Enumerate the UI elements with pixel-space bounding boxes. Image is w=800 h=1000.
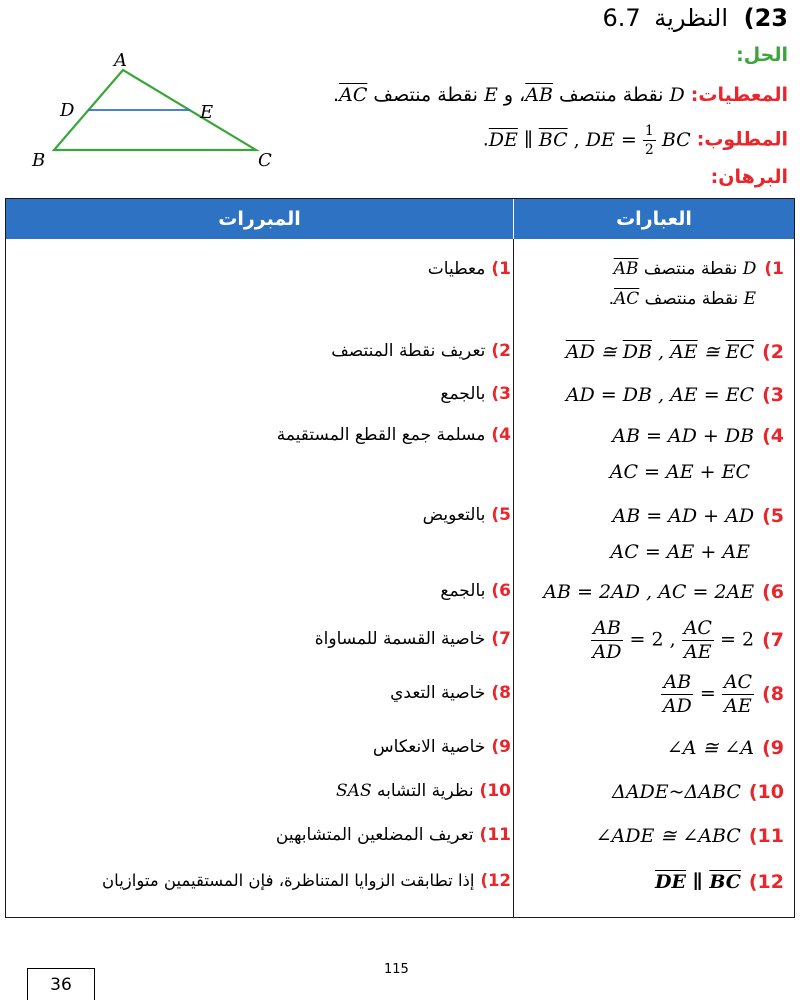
- segment: $\overline{DB}$: [622, 341, 652, 363]
- row-number: 10): [748, 781, 784, 803]
- reason-text: معطيات: [427, 259, 486, 279]
- reason-cell: [315, 629, 511, 649]
- required-label: المطلوب:: [696, 128, 788, 151]
- theorem-number: 6.7: [602, 4, 641, 32]
- page-number: 115: [384, 962, 409, 977]
- required-end: .: [482, 128, 489, 151]
- fraction-ab-ad: [661, 673, 694, 716]
- statement-text: نقطة منتصف: [643, 259, 738, 279]
- given-d: D: [669, 84, 685, 106]
- row-number: 11): [748, 825, 784, 847]
- row-number: 6): [762, 581, 784, 603]
- given-ac: $\overline{AC}$: [339, 84, 368, 106]
- statement-eq: AB = AD + AD: [612, 505, 755, 527]
- statement-cell: [667, 737, 784, 759]
- row-number: 3): [491, 384, 511, 404]
- statement-eq: AB = AD + DB: [612, 425, 755, 447]
- header-reasons: المبررات: [218, 208, 301, 230]
- statement-eq: $\frac{AB}{AD}$ = 2 , $\frac{AC}{AE}$ = 2: [592, 617, 755, 663]
- required-de-segment: $\overline{DE}$: [488, 128, 518, 151]
- given-line: [333, 84, 788, 106]
- vertex-d-label: D: [60, 100, 75, 121]
- row-number: 11): [479, 825, 511, 845]
- statement-eq: $\frac{AB}{AD}$ = $\frac{AC}{AE}$: [662, 671, 753, 717]
- fraction-ac-ae: [682, 619, 714, 662]
- statement-eq: ∠A ≅ ∠A: [666, 737, 755, 759]
- row-number: 9): [491, 737, 511, 757]
- vertex-a-label: A: [114, 50, 127, 71]
- column-divider: [513, 239, 514, 917]
- statement-segment: $\overline{AC}$: [613, 289, 640, 309]
- triangle-figure: [28, 48, 288, 178]
- exercise-heading: [602, 4, 788, 32]
- row-number: 5): [491, 505, 511, 525]
- reason-cell: [440, 581, 511, 601]
- required-statement: [488, 123, 691, 158]
- statement-cell: [596, 825, 784, 847]
- frac-numerator: AC: [723, 671, 753, 693]
- reason-text: خاصية التعدي: [390, 683, 486, 703]
- reason-cell: [331, 341, 511, 361]
- segment-bc: $\overline{BC}$: [709, 871, 741, 893]
- required-fraction: [643, 124, 656, 157]
- reason-cell: [423, 505, 511, 525]
- table-header: [6, 199, 794, 239]
- row-number: 10): [479, 781, 511, 801]
- frac-denominator: AD: [662, 695, 692, 717]
- solution-label: الحل:: [736, 44, 788, 66]
- theorem-title: النظرية: [654, 4, 728, 32]
- header-statements: العبارات: [513, 199, 794, 239]
- statement-cell-line2: E نقطة منتصف $\overline{AC}$.: [608, 289, 756, 309]
- reason-cell: [336, 781, 511, 801]
- statement-eq: AB = 2AD , AC = 2AE: [543, 581, 755, 603]
- required-parallel: ∥: [517, 128, 539, 151]
- reason-text: مسلمة جمع القطع المستقيمة: [276, 425, 486, 445]
- row-number: 9): [762, 737, 784, 759]
- statement-eq: AC = AE + AE: [610, 541, 750, 563]
- statement-rhs: = 2: [720, 628, 755, 651]
- statement-eq: $\overline{AD}$ ≅ $\overline{DB}$ , $\overline{AE}$ ≅ $\overline{EC}$: [565, 341, 755, 363]
- reason-text: إذا تطابقت الزوايا المتناظرة، فإن المستقيمين متوازيان: [102, 871, 475, 890]
- reason-text: تعريف المضلعين المتشابهين: [275, 825, 474, 845]
- statement-cell: [655, 871, 784, 893]
- frac-denominator: AE: [684, 641, 712, 663]
- parallel-symbol: ∥: [692, 871, 703, 893]
- reason-text: خاصية القسمة للمساواة: [314, 629, 486, 649]
- exercise-number: 23): [743, 4, 788, 32]
- reason-text: بالجمع: [440, 581, 486, 601]
- fraction-ab-ad: [591, 619, 624, 662]
- row-number: 4): [762, 425, 784, 447]
- segment-de: $\overline{DE}$: [655, 871, 686, 893]
- reason-text: بالتعويض: [422, 505, 486, 525]
- statement-eq: [655, 871, 741, 893]
- proof-table: [5, 198, 795, 918]
- required-comma: ,: [567, 128, 586, 151]
- statement-eq: AD = DB , AE = EC: [565, 384, 755, 406]
- vertex-e-label: E: [200, 102, 214, 123]
- statement-cell: [612, 781, 784, 803]
- reason-cell: [276, 825, 511, 845]
- reason-cell: [277, 425, 511, 445]
- given-connector: ، و: [503, 84, 526, 106]
- segment: $\overline{AE}$: [670, 341, 698, 363]
- frac-numerator: AB: [663, 671, 692, 693]
- required-de-eq: DE =: [585, 128, 637, 151]
- statement-var: E: [743, 289, 756, 309]
- statement-cell-line2: [611, 541, 750, 563]
- reason-symbol: SAS: [336, 781, 372, 801]
- statement-eq: AC = AE + EC: [609, 461, 750, 483]
- statement-cell: [591, 619, 785, 662]
- required-bc: BC: [661, 128, 691, 151]
- required-frac-numerator: 1: [644, 123, 654, 139]
- fraction-ac-ae: [722, 673, 754, 716]
- reason-cell: [440, 384, 511, 404]
- proof-label: البرهان:: [710, 166, 788, 188]
- row-number: 1): [491, 259, 511, 279]
- row-number: 8): [762, 682, 784, 705]
- given-ab: $\overline{AB}$: [525, 84, 553, 106]
- statement-segment: $\overline{AB}$: [613, 259, 639, 279]
- given-text-2: نقطة منتصف: [373, 84, 478, 106]
- required-frac-denominator: 2: [644, 142, 654, 158]
- statement-cell: [614, 259, 784, 279]
- segment: $\overline{AD}$: [565, 341, 595, 363]
- statement-cell: [566, 384, 784, 406]
- reason-cell: [390, 683, 511, 703]
- given-label: المعطيات:: [690, 84, 788, 106]
- frac-denominator: AE: [724, 695, 752, 717]
- row-number: 7): [491, 629, 511, 649]
- frac-numerator: AC: [683, 617, 712, 639]
- row-number: 3): [762, 384, 784, 406]
- required-bc-segment: $\overline{BC}$: [538, 128, 568, 151]
- row-number: 5): [762, 505, 784, 527]
- row-number: 7): [762, 628, 784, 651]
- statement-cell: [543, 581, 784, 603]
- row-number: 8): [491, 683, 511, 703]
- statement-cell-line2: [610, 461, 750, 483]
- reason-text: بالجمع: [440, 384, 486, 404]
- statement-var: D: [742, 259, 757, 279]
- statement-cell: [566, 341, 784, 363]
- vertex-b-label: B: [32, 150, 46, 171]
- statement-cell: [612, 425, 784, 447]
- reason-text: خاصية الانعكاس: [372, 737, 486, 757]
- frac-numerator: AB: [593, 617, 621, 639]
- reason-cell: [428, 259, 511, 279]
- reason-cell: [102, 871, 511, 890]
- reason-text: تعريف نقطة المنتصف: [331, 341, 486, 361]
- statement-cell: [661, 673, 784, 716]
- row-number: 1): [764, 259, 784, 279]
- row-number: 2): [491, 341, 511, 361]
- row-number: 12): [480, 871, 511, 890]
- vertex-c-label: C: [258, 150, 272, 171]
- statement-text: نقطة منتصف: [644, 289, 739, 309]
- statement-eq: ∠ADE ≅ ∠ABC: [595, 825, 741, 847]
- chapter-box: 36: [27, 968, 95, 1000]
- reason-cell: [373, 737, 511, 757]
- frac-denominator: AD: [592, 641, 622, 663]
- segment: $\overline{EC}$: [725, 341, 755, 363]
- row-number: 6): [491, 581, 511, 601]
- given-text-1: نقطة منتصف: [558, 84, 664, 106]
- required-line: [483, 124, 788, 157]
- row-number: 12): [748, 871, 784, 893]
- given-end: .: [333, 84, 340, 106]
- statement-cell: [612, 505, 784, 527]
- row-number: 2): [762, 341, 784, 363]
- given-e: E: [483, 84, 498, 106]
- statement-eq: ΔADE~ΔABC: [612, 781, 741, 803]
- reason-text: نظرية التشابه: [377, 781, 474, 801]
- row-number: 4): [491, 425, 511, 445]
